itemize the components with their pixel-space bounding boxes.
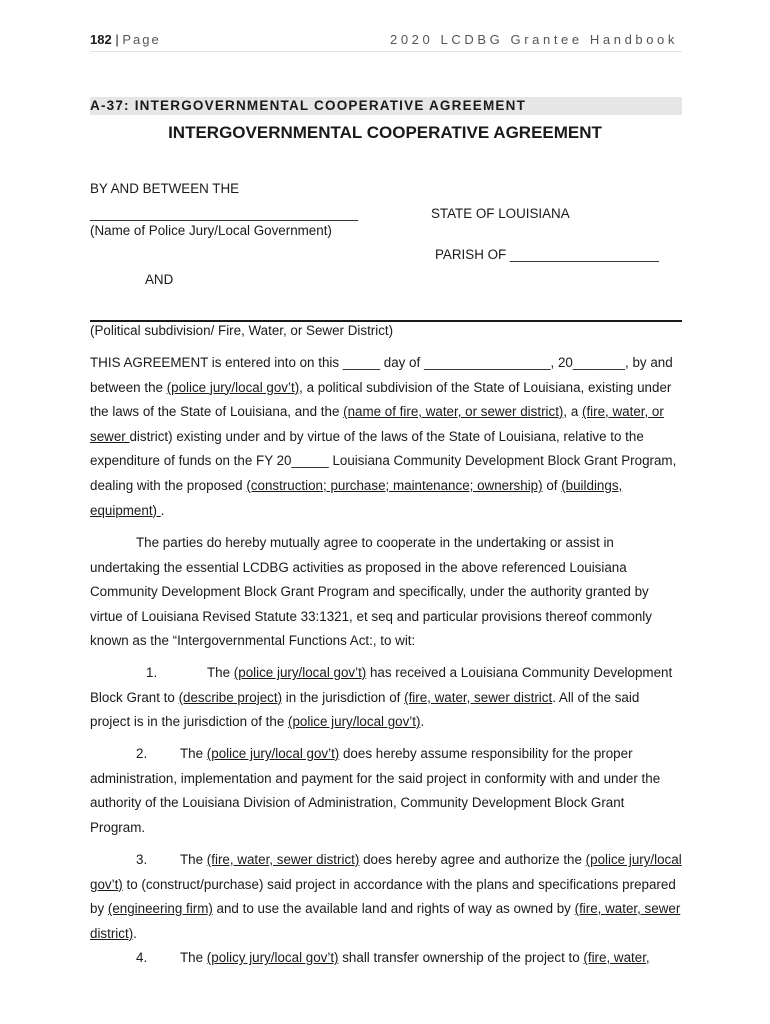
intro-text-1: THIS AGREEMENT is entered into on this _____ day of _________________, 20_______, by and between the — [90, 355, 673, 395]
page-number-label — [90, 32, 161, 47]
and-label: AND — [145, 272, 174, 287]
item-3-placeholder-district: (fire, water, sewer district) — [206, 852, 360, 867]
item-4-placeholder-district: (fire, water, — [583, 950, 650, 965]
item-4-placeholder-local-gov: (policy jury/local gov’t) — [206, 950, 339, 965]
item-3-text-3: to (construct/purchase) said project in accordance with the plans and specifications prepared by — [90, 876, 676, 917]
item-1-text-4: . All of the said project is in the jurisdiction of the — [90, 689, 640, 730]
page-number: 182 — [90, 32, 112, 47]
item-3-placeholder-local-gov: (police jury/local gov’t) — [90, 852, 682, 892]
item-3 — [90, 848, 682, 946]
intro-placeholder-local-gov: (police jury/local gov’t) — [166, 379, 300, 395]
intro-placeholder-assets: (buildings, equipment) — [90, 477, 623, 518]
item-2-placeholder-local-gov: (police jury/local gov’t) — [206, 746, 340, 761]
item-2-text-1: The — [180, 746, 207, 761]
item-1-number: 1. — [146, 665, 158, 680]
section-title: A-37: INTERGOVERNMENTAL COOPERATIVE AGREEMENT — [90, 97, 682, 115]
document-title: INTERGOVERNMENTAL COOPERATIVE AGREEMENT — [168, 123, 602, 142]
item-4-number: 4. — [136, 950, 148, 965]
item-1-placeholder-local-gov-2: (police jury/local gov’t) — [287, 714, 421, 730]
intro-text-2: , a political subdivision of the State of Louisiana, existing under the laws of the State of Louisiana, and the — [90, 379, 672, 420]
item-1-text-5: . — [420, 714, 425, 730]
item-4-text-2: shall transfer ownership of the project to — [338, 950, 584, 965]
intro-text-3: , a — [563, 404, 582, 420]
item-1-placeholder-district: (fire, water, sewer district — [404, 689, 553, 705]
header-separator: | — [111, 32, 123, 47]
parties-paragraph: The parties do hereby mutually agree to cooperate in the undertaking or assist in undertaking the essential LCDBG activities as proposed in the above referenced Louisiana Community Development Block Grant Program and specifically, under the authority granted by virtue of Louisiana Revised Statute 33:1321, et seq and particular provisions thereof commonly known as the “Intergovernmental Functions Act:, to wit: — [90, 535, 652, 649]
name-blank: ____________________________________ — [90, 206, 359, 221]
item-2-text-2: does hereby assume responsibility for the proper administration, implementation and payment for the said project in conformity with and under the authority of the Louisiana Division of Administration, Community Development Block Grant Program. — [90, 746, 661, 835]
intro-text-5: of — [542, 477, 562, 493]
intro-placeholder-activity: (construction; purchase; maintenance; ownership) — [246, 477, 543, 493]
item-4-text-1: The — [180, 950, 207, 965]
item-4 — [90, 946, 682, 971]
item-3-number: 3. — [136, 852, 148, 867]
parish-label: PARISH OF ____________________ — [435, 247, 659, 262]
state-label: STATE OF LOUISIANA — [431, 206, 570, 221]
item-1-placeholder-local-gov: (police jury/local gov’t) — [233, 665, 367, 680]
item-3-text-5: . — [133, 925, 137, 941]
item-3-text-4: and to use the available land and rights of way as owned by — [212, 901, 575, 917]
page-word: Page — [122, 32, 161, 47]
intro-text-6: . — [160, 502, 165, 518]
handbook-title: 2020 LCDBG Grantee Handbook — [390, 32, 678, 47]
item-3-placeholder-engineering-firm: (engineering firm) — [107, 901, 213, 917]
header-divider — [90, 51, 682, 52]
intro-placeholder-district-name: (name of fire, water, or sewer district) — [343, 404, 564, 420]
by-and-between: BY AND BETWEEN THE — [90, 181, 240, 196]
page-header — [90, 32, 682, 52]
item-3-placeholder-district-2: (fire, water, sewer district) — [90, 901, 681, 941]
item-1-text-3: in the jurisdiction of — [282, 689, 405, 705]
item-3-text-1: The — [180, 852, 207, 867]
item-1 — [90, 661, 682, 735]
item-1-placeholder-project: (describe project) — [178, 689, 283, 705]
name-label: (Name of Police Jury/Local Government) — [90, 223, 332, 238]
item-1-text-1: The — [207, 665, 234, 680]
intro-paragraph — [90, 351, 682, 523]
intro-placeholder-district-type: (fire, water, or sewer — [90, 404, 664, 444]
item-2 — [90, 742, 682, 840]
item-3-text-2: does hereby agree and authorize the — [359, 852, 586, 867]
item-1-text-2: has received a Louisiana Community Development Block Grant to — [90, 665, 673, 705]
item-2-number: 2. — [136, 746, 148, 761]
intro-text-4: district) existing under and by virtue of the laws of the State of Louisiana, relative to the expenditure of funds on the FY 20_____ Louisiana Community Development Block Grant Program, dealing with the proposed — [90, 428, 677, 493]
political-subdivision-label: (Political subdivision/ Fire, Water, or Sewer District) — [90, 323, 394, 338]
